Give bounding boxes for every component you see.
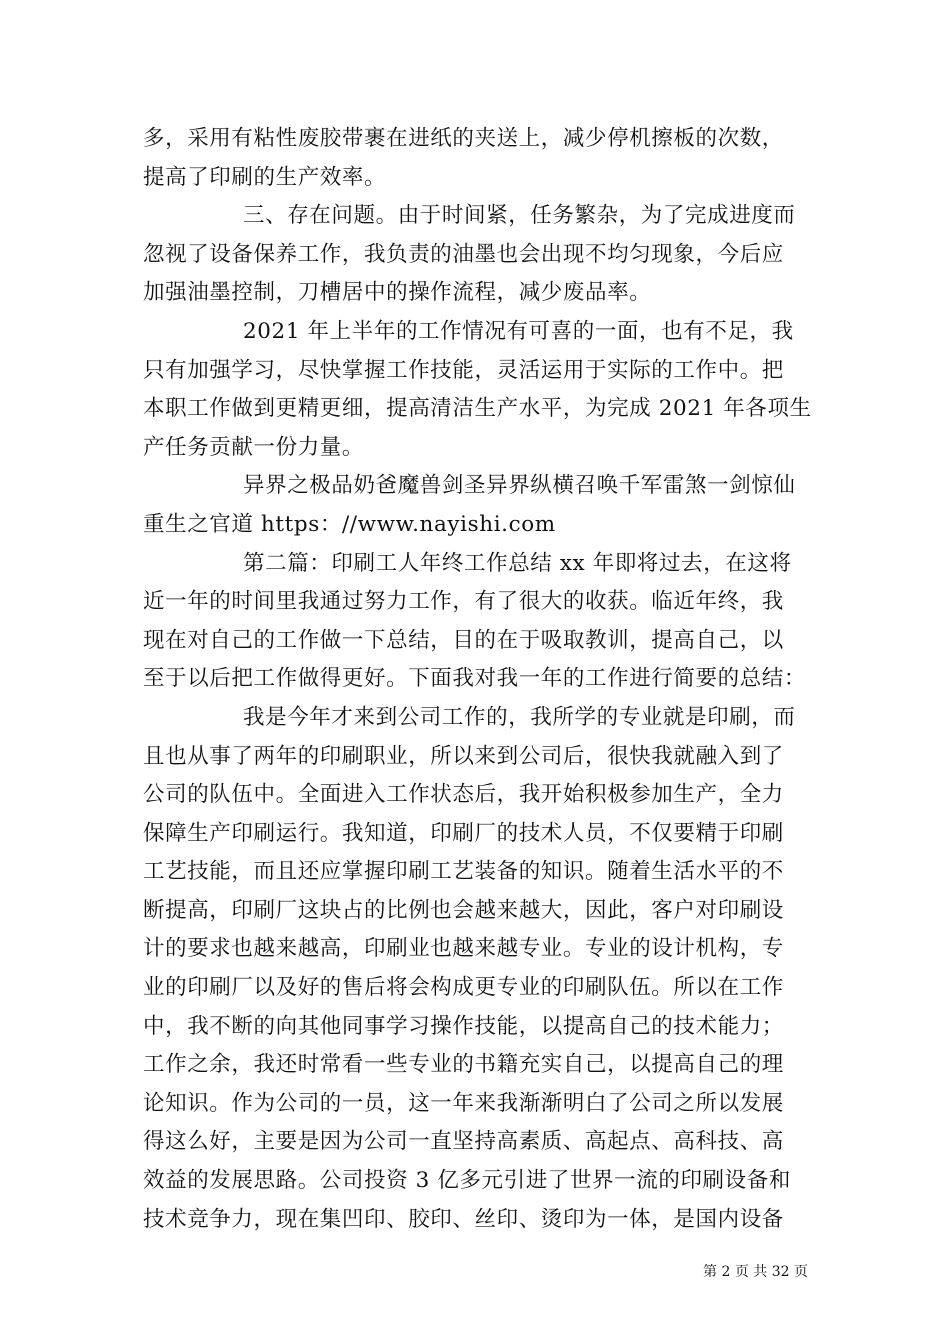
text-line: 保障生产印刷运行。我知道，印刷厂的技术人员，不仅要精于印刷	[143, 820, 784, 846]
text-line: 计的要求也越来越高，印刷业也越来越专业。专业的设计机构，专	[143, 936, 784, 962]
section-heading-line: 第二篇：印刷工人年终工作总结 xx 年即将过去，在这将	[243, 550, 792, 576]
text-line: 加强油墨控制，刀槽居中的操作流程，减少废品率。	[143, 280, 652, 306]
document-body	[143, 120, 812, 1239]
text-line: 公司的队伍中。全面进入工作状态后，我开始积极参加生产，全力	[143, 782, 784, 808]
text-line: 技术竞争力，现在集凹印、胶印、丝印、烫印为一体，是国内设备	[143, 1206, 784, 1232]
text-line: 现在对自己的工作做一下总结，目的在于吸取教训，提高自己，以	[143, 627, 784, 653]
text-line: 工作之余，我还时常看一些专业的书籍充实自己，以提高自己的理	[143, 1052, 784, 1078]
text-line: 至于以后把工作做得更好。下面我对我一年的工作进行简要的总结：	[143, 666, 807, 692]
text-line: 工艺技能，而且还应掌握印刷工艺装备的知识。随着生活水平的不	[143, 859, 784, 885]
page-number-footer: 第 2 页 共 32 页	[703, 1264, 808, 1280]
text-line: 只有加强学习，尽快掌握工作技能，灵活运用于实际的工作中。把	[143, 357, 784, 383]
text-line: 产任务贡献一份力量。	[143, 434, 365, 460]
paragraph-start: 2021 年上半年的工作情况有可喜的一面，也有不足，我	[243, 318, 794, 344]
text-line: 且也从事了两年的印刷职业，所以来到公司后，很快我就融入到了	[143, 743, 784, 769]
text-line: 多，采用有粘性废胶带裹在进纸的夹送上，减少停机擦板的次数，	[143, 126, 784, 151]
text-line: 效益的发展思路。公司投资 3 亿多元引进了世界一流的印刷设备和	[143, 1168, 791, 1194]
text-line: 近一年的时间里我通过努力工作，有了很大的收获。临近年终，我	[143, 589, 784, 615]
text-line: 业的印刷厂以及好的售后将会构成更专业的印刷队伍。所以在工作	[143, 975, 784, 1001]
text-line: 提高了印刷的生产效率。	[143, 164, 387, 190]
text-line: 中，我不断的向其他同事学习操作技能，以提高自己的技术能力；	[143, 1013, 784, 1039]
text-line: 论知识。作为公司的一员，这一年来我渐渐明白了公司之所以发展	[143, 1090, 784, 1116]
text-line: 断提高，印刷厂这块占的比例也会越来越大，因此，客户对印刷设	[143, 897, 784, 923]
paragraph-start: 异界之极品奶爸魔兽剑圣异界纵横召唤千军雷煞一剑惊仙	[243, 473, 796, 499]
paragraph-start: 三、存在问题。由于时间紧，任务繁杂，为了完成进度而	[243, 203, 796, 229]
text-line: 忽视了设备保养工作，我负责的油墨也会出现不均匀现象，今后应	[143, 241, 784, 267]
text-line: 本职工作做到更精更细，提高清洁生产水平，为完成 2021 年各项生	[143, 396, 812, 422]
text-line-with-url: 重生之官道 https：//www.nayishi.com	[143, 511, 556, 537]
paragraph-start: 我是今年才来到公司工作的，我所学的专业就是印刷，而	[243, 704, 796, 730]
text-line: 得这么好，主要是因为公司一直坚持高素质、高起点、高科技、高	[143, 1129, 784, 1155]
